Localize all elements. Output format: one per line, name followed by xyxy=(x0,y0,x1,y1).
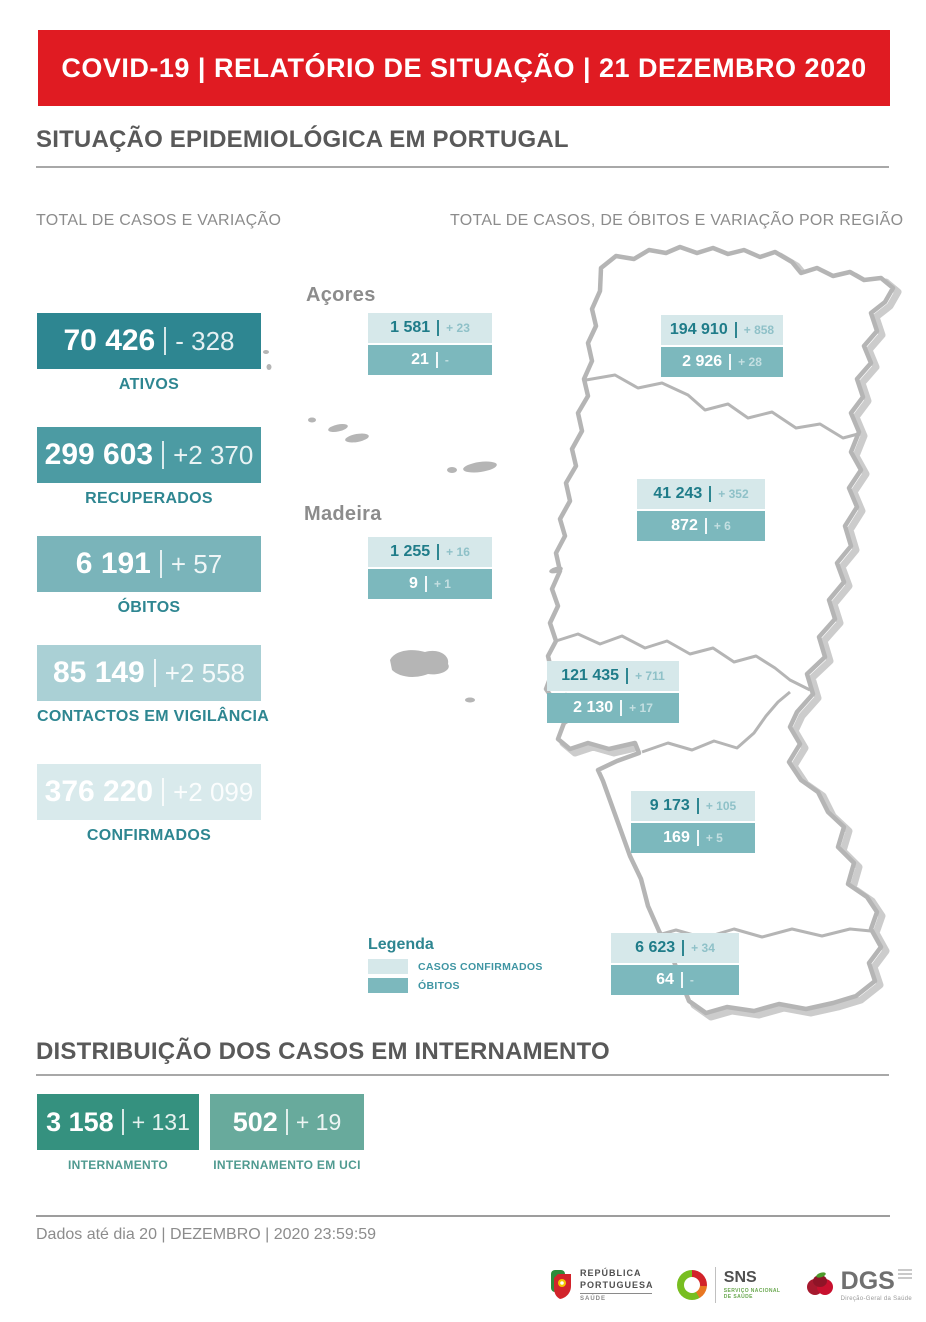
stat-label: INTERNAMENTO EM UCI xyxy=(213,1158,361,1172)
deaths-value: 64 xyxy=(656,971,674,988)
value-divider xyxy=(154,659,156,687)
stat-value: 6 191 xyxy=(75,547,151,580)
stat-obitos-box xyxy=(37,536,261,592)
legend-item-cases xyxy=(368,959,543,974)
region-stats-norte xyxy=(661,315,783,379)
stat-label: INTERNAMENTO xyxy=(67,1158,169,1172)
republica-portuguesa-logo xyxy=(550,1268,654,1302)
deaths-variation: - xyxy=(444,353,449,367)
region-deaths-row xyxy=(611,965,739,995)
report-banner xyxy=(38,30,890,106)
stat-internamento xyxy=(37,1094,199,1173)
epi-section-title: SITUAÇÃO EPIDEMIOLÓGICA EM PORTUGAL xyxy=(36,126,569,153)
deaths-value: 169 xyxy=(663,829,690,846)
report-banner-title: COVID-19 | RELATÓRIO DE SITUAÇÃO | 21 DEZEMBRO 2020 xyxy=(61,52,867,83)
stat-label: ÓBITOS xyxy=(117,599,181,616)
region-cases-row xyxy=(637,479,765,509)
logo-acronym: SNS xyxy=(723,1268,757,1286)
value-divider xyxy=(682,940,684,956)
value-divider xyxy=(425,576,427,592)
value-divider xyxy=(697,798,699,814)
region-deaths-row xyxy=(637,511,765,541)
stat-obitos xyxy=(37,536,261,617)
deaths-variation: - xyxy=(689,973,694,987)
region-cases-row xyxy=(631,791,755,821)
republica-portuguesa-wordmark xyxy=(580,1268,654,1302)
hospital-title-rule xyxy=(36,1074,889,1076)
stat-value: 70 426 xyxy=(63,324,156,357)
region-cases-row xyxy=(368,537,492,567)
value-divider xyxy=(437,320,439,336)
cases-value: 9 173 xyxy=(649,797,690,814)
region-deaths-row xyxy=(368,569,492,599)
stat-confirmados-box xyxy=(37,764,261,820)
logo-acronym: DGS xyxy=(840,1266,895,1295)
stat-contactos-vigilancia xyxy=(37,645,270,726)
stat-variation: +2 099 xyxy=(173,776,254,807)
value-divider xyxy=(735,322,737,338)
legend-label: CASOS CONFIRMADOS xyxy=(418,960,543,973)
deaths-variation: + 6 xyxy=(713,519,731,533)
totals-heading: TOTAL DE CASOS E VARIAÇÃO xyxy=(36,212,282,229)
stat-ativos xyxy=(37,313,261,394)
value-divider xyxy=(436,352,438,368)
cases-value: 1 255 xyxy=(390,543,431,560)
cases-value: 41 243 xyxy=(653,485,703,502)
cases-variation: + 16 xyxy=(446,545,470,559)
cases-variation: + 711 xyxy=(635,669,665,683)
stat-label: ATIVOS xyxy=(118,376,180,393)
legend-label: ÓBITOS xyxy=(418,979,460,992)
legend-item-deaths xyxy=(368,978,543,993)
stat-internamento-uci-box xyxy=(210,1094,364,1150)
cases-variation: + 105 xyxy=(705,799,737,813)
stat-label: CONTACTOS EM VIGILÂNCIA xyxy=(37,708,270,725)
sns-ring-icon xyxy=(677,1270,707,1300)
stat-recuperados xyxy=(37,427,261,508)
region-cases-row xyxy=(611,933,739,963)
epi-title-rule xyxy=(36,166,889,168)
region-cases-row xyxy=(368,313,492,343)
value-divider xyxy=(122,1109,124,1135)
deaths-value: 9 xyxy=(409,575,418,592)
value-divider xyxy=(437,544,439,560)
sns-wordmark xyxy=(724,1270,781,1301)
stat-value: 85 149 xyxy=(52,656,145,689)
logo-line2: PORTUGUESA xyxy=(580,1279,654,1290)
stat-variation: - 328 xyxy=(175,325,235,356)
deaths-variation: + 28 xyxy=(738,355,762,369)
logo-line1: REPÚBLICA xyxy=(580,1268,642,1279)
logo-sub-line1: SERVIÇO NACIONAL xyxy=(723,1287,781,1294)
stat-variation: +2 370 xyxy=(173,439,254,470)
logo-divider xyxy=(580,1293,652,1294)
deaths-value: 21 xyxy=(411,351,429,368)
deaths-value: 2 130 xyxy=(573,699,614,716)
cases-value: 6 623 xyxy=(635,939,676,956)
value-divider xyxy=(705,518,707,534)
dgs-logo xyxy=(804,1266,912,1302)
stat-labelwrap xyxy=(37,827,261,845)
stat-variation: +2 558 xyxy=(164,657,245,688)
cases-value: 121 435 xyxy=(561,667,620,684)
republica-portuguesa-emblem-icon xyxy=(550,1268,574,1302)
dgs-wordmark xyxy=(840,1266,912,1302)
region-stats-alentejo xyxy=(631,791,755,855)
stat-labelwrap xyxy=(37,708,270,726)
deaths-value: 872 xyxy=(671,517,698,534)
value-divider xyxy=(162,441,164,469)
madeira-islands xyxy=(390,650,475,702)
data-cutoff-note: Dados até dia 20 | DEZEMBRO | 2020 23:59:59 xyxy=(36,1226,377,1243)
legend-title: Legenda xyxy=(368,936,434,953)
region-deaths-row xyxy=(661,347,783,377)
stat-variation: + 131 xyxy=(131,1108,190,1135)
value-divider xyxy=(681,972,683,988)
value-divider xyxy=(626,668,628,684)
logo-sub: Direção-Geral da Saúde xyxy=(840,1295,912,1302)
deaths-variation: + 17 xyxy=(629,701,653,715)
region-stats-centro xyxy=(637,479,765,543)
stat-variation: + 57 xyxy=(170,548,223,579)
region-stats-lisboa-vale-tejo xyxy=(547,661,679,725)
stat-value: 502 xyxy=(232,1106,278,1137)
sns-logo xyxy=(677,1267,781,1303)
deaths-variation: + 5 xyxy=(705,831,723,845)
map-legend xyxy=(368,936,543,997)
logo-sub: SAÚDE xyxy=(580,1295,607,1302)
cases-value: 194 910 xyxy=(669,321,728,338)
stat-value: 299 603 xyxy=(44,438,154,471)
stat-label: CONFIRMADOS xyxy=(86,827,212,844)
cases-variation: + 34 xyxy=(691,941,715,955)
value-divider xyxy=(709,486,711,502)
madeira-label: Madeira xyxy=(304,503,382,525)
stat-internamento-box xyxy=(37,1094,199,1150)
region-stats-acores xyxy=(368,313,492,377)
stat-label: RECUPERADOS xyxy=(85,490,213,507)
legend-swatch-deaths xyxy=(368,978,408,993)
logo-sub xyxy=(724,1288,781,1301)
stat-ativos-box xyxy=(37,313,261,369)
stat-labelwrap xyxy=(37,599,261,617)
stat-value: 3 158 xyxy=(46,1106,114,1137)
dgs-berries-icon xyxy=(804,1271,836,1299)
logo-divider xyxy=(715,1267,716,1303)
deaths-value: 2 926 xyxy=(682,353,723,370)
region-deaths-row xyxy=(368,345,492,375)
legend-swatch-cases xyxy=(368,959,408,974)
cases-variation: + 352 xyxy=(718,487,749,501)
stat-confirmados xyxy=(37,764,261,845)
value-divider xyxy=(164,327,166,355)
regional-heading: TOTAL DE CASOS, DE ÓBITOS E VARIAÇÃO POR REGIÃO xyxy=(450,212,904,229)
value-divider xyxy=(160,550,162,578)
cases-value: 1 581 xyxy=(390,319,431,336)
value-divider xyxy=(620,700,622,716)
hospital-section-title: DISTRIBUIÇÃO DOS CASOS EM INTERNAMENTO xyxy=(36,1038,610,1065)
value-divider xyxy=(697,830,699,846)
region-stats-madeira xyxy=(368,537,492,601)
cases-variation: + 858 xyxy=(743,323,775,337)
stat-recuperados-box xyxy=(37,427,261,483)
region-cases-row xyxy=(661,315,783,345)
stat-labelwrap xyxy=(37,376,261,394)
dgs-smallprint xyxy=(898,1269,912,1281)
value-divider xyxy=(729,354,731,370)
cases-variation: + 23 xyxy=(446,321,470,335)
value-divider xyxy=(286,1109,288,1135)
region-deaths-row xyxy=(547,693,679,723)
region-stats-algarve xyxy=(611,933,739,997)
region-cases-row xyxy=(547,661,679,691)
stat-value: 376 220 xyxy=(44,775,154,808)
stat-contactos-box xyxy=(37,645,261,701)
footer-rule xyxy=(36,1215,890,1217)
stat-labelwrap xyxy=(37,490,261,508)
stat-internamento-uci xyxy=(210,1094,364,1173)
acores-label: Açores xyxy=(306,284,376,306)
deaths-variation: + 1 xyxy=(433,577,451,591)
region-deaths-row xyxy=(631,823,755,853)
portugal-map xyxy=(240,228,926,1040)
footer-logos xyxy=(550,1254,912,1316)
stat-variation: + 19 xyxy=(295,1108,342,1135)
logo-sub-line2: DE SAÚDE xyxy=(723,1294,753,1300)
value-divider xyxy=(162,778,164,806)
